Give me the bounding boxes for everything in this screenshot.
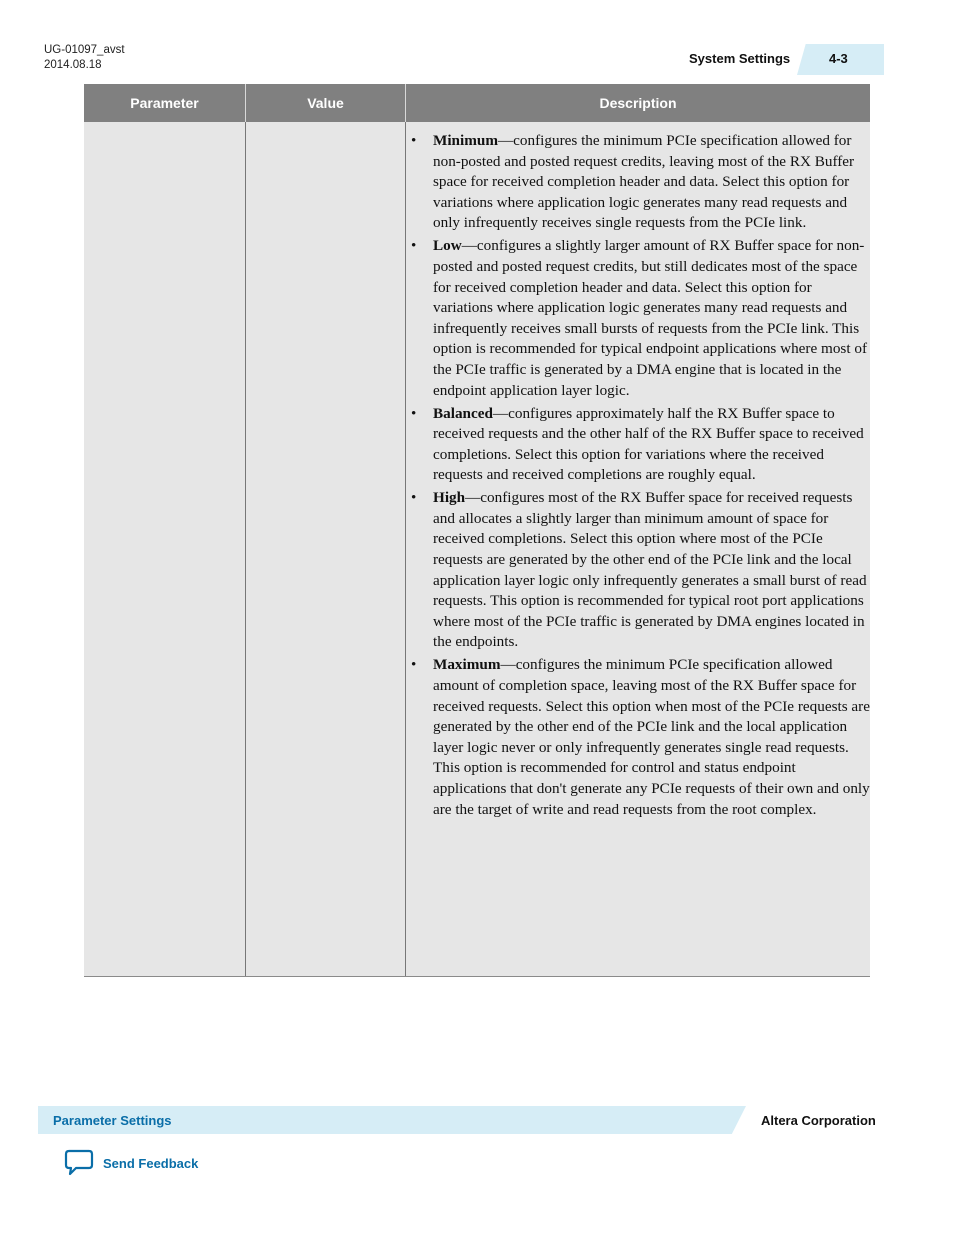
bullet-icon: • [411,489,417,507]
table-row [84,122,870,977]
column-header-value: Value [245,84,405,122]
list-item-low [411,236,870,401]
option-term: Low [433,237,462,255]
bullet-icon: • [411,237,417,255]
column-header-description: Description [405,84,870,122]
speech-bubble-icon [64,1149,94,1177]
column-header-parameter: Parameter [130,95,199,111]
doc-id-code: UG-01097_avst [44,44,125,56]
footer-section-link[interactable]: Parameter Settings [53,1113,172,1128]
list-item-minimum [411,131,870,234]
send-feedback-link[interactable] [64,1149,198,1177]
option-text: —configures a slightly larger amount of RX Buffer space for non-posted and posted request credits, but still dedicates most of the space for received completion header and data. Select this option for variations where application logic generates many read requests and infrequently receives small bursts of requests from the PCIe link. This option is recommended for typical endpoint applications where most of the PCIe traffic is generated by a DMA engine that is located in the endpoint application layer logic. [433,237,868,399]
page-number: 4-3 [829,51,848,66]
bullet-icon: • [411,656,417,674]
parameter-table [84,84,870,977]
list-item-high [411,488,870,653]
cell-description [405,122,870,976]
option-text: —configures approximately half the RX Buffer space to received requests and the other half of the RX Buffer space to received completions. Select this option for variations where the received requests and received completions are roughly equal. [433,404,864,484]
option-term: Maximum [433,656,501,674]
list-item-balanced [411,404,870,486]
bullet-icon: • [411,404,417,422]
doc-id [44,43,125,73]
option-term: High [433,489,466,507]
description-list [406,122,870,820]
cell-value [245,122,405,976]
section-title: System Settings [689,51,791,66]
table-header [84,84,870,122]
option-term: Balanced [433,404,493,422]
bullet-icon: • [411,132,417,149]
option-text: —configures the minimum PCIe specification allowed amount of completion space, leaving most of the RX Buffer space for received requests. Select this option when most of the PCIe requests are generated by the other end of the PCIe link and the local application layer logic never or only infrequently generates single read requests. This option is recommended for control and status endpoint applications that don't generate any PCIe requests of their own and only are the target of write and read requests from the root complex. [433,656,870,818]
option-text: —configures most of the RX Buffer space for received requests and allocates a slightly larger than minimum amount of space for received completions. Select this option where most of the PCIe requests are generated by the other end of the PCIe link and the local application layer logic only infrequently generates a small burst of read requests. This option is recommended for typical root port applications where most of the PCIe traffic is generated by DMA engines located in the endpoints. [433,489,867,651]
footer-company: Altera Corporation [761,1113,876,1128]
list-item-maximum [411,655,870,820]
option-term: Minimum [433,132,498,149]
cell-parameter [84,122,245,976]
option-text: —configures the minimum PCIe specification allowed for non-posted and posted request credits, leaving most of the RX Buffer space for received completion header and data. Select this option for variations where application logic generates many read requests and only infrequently receives single requests from the PCIe link. [433,132,855,232]
doc-date: 2014.08.18 [44,59,102,71]
send-feedback-label: Send Feedback [103,1155,199,1171]
